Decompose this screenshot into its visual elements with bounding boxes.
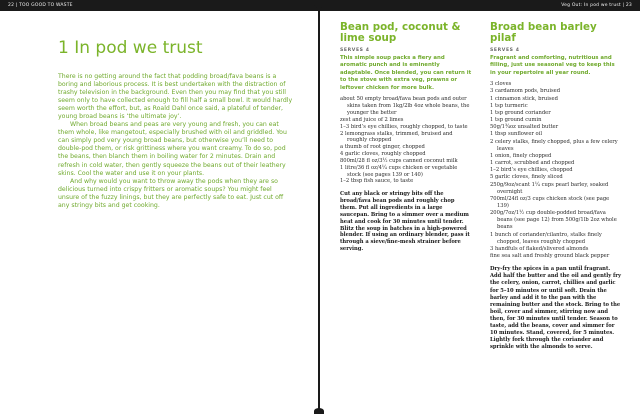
ingredient-item: 50g/1¾oz unsalted butter bbox=[490, 124, 559, 131]
ingredient-item: fine sea salt and freshly ground black pepper bbox=[490, 253, 610, 260]
ingredient-item: a thumb of root ginger, chopped bbox=[340, 144, 425, 151]
ingredient-item: 3 handfuls of flaked/slivered almonds bbox=[490, 245, 589, 252]
ingredient-item: 1 carrot, scrubbed and chopped bbox=[490, 160, 575, 167]
ingredient-item: 1 litre/36 fl oz/4¼ cups chicken or vegetable stock (see pages 139 or 140) bbox=[340, 164, 458, 178]
method-paragraph: Cut any black or stringy bits off the broad/fava bean pods and roughly chop them. Put all ingredients in a large saucepan. Bring to a simmer over a medium heat and cook for 30 minutes until tender. Blitz the soup in batches in a high-powered blender. If using an ordinary blender, pass it through a sieve/fine-mesh strainer before serving. bbox=[340, 191, 470, 253]
ingredient-item: 3 cloves bbox=[490, 81, 512, 88]
ingredient-item: 800ml/28 fl oz/3½ cups canned coconut milk bbox=[340, 157, 458, 164]
recipe-description: This simple soup packs a fiery and aromatic punch and is eminently adaptable. Once blended, you can return it to the stove with extra veg, prawns or leftover chicken for more bulk. bbox=[340, 54, 472, 91]
ingredient-item: 4 garlic cloves, roughly chopped bbox=[340, 151, 426, 158]
ingredient-item: 1 cinnamon stick, bruised bbox=[490, 95, 558, 102]
ingredient-item: 1–3 bird’s eye chillies, roughly chopped, to taste bbox=[340, 123, 468, 130]
chapter-title: 1 In pod we trust bbox=[58, 38, 203, 58]
left-running-header-text: 22 | TOO GOOD TO WASTE bbox=[8, 3, 73, 8]
chapter-intro bbox=[58, 73, 294, 210]
ingredient-item: 1–2 tbsp fish sauce, to taste bbox=[340, 178, 414, 185]
intro-paragraph: And why would you want to throw away the pods when they are so delicious turned into crispy fritters or aromatic soups? You might feel unsure of the fuzzy linings, but they are perfectly safe to eat. Just cut off any stringy bits and get cooking. bbox=[58, 177, 284, 209]
ingredient-item: 1 tsp turmeric bbox=[490, 102, 528, 109]
intro-paragraph: There is no getting around the fact that podding broad/fava beans is a boring and laborious process. It is best undertaken with the distraction of trashy television in the background. Even then you may find that you still seem only to have collected enough to fill half a small bowl. It would hardly seem worth the effort, but, as Roald Dahl once said, a plateful of tender, young broad beans is ‘the ultimate joy’. bbox=[58, 73, 293, 121]
serves-label: SERVES 4 bbox=[340, 47, 370, 53]
left-running-header bbox=[0, 0, 318, 11]
ingredient-item: 1 tbsp sunflower oil bbox=[490, 131, 542, 138]
ingredient-item: about 50 empty broad/fava bean pods and outer skins taken from 1kg/2lb 4oz whole beans, the younger the better bbox=[340, 96, 470, 116]
ingredient-list bbox=[490, 81, 622, 260]
intro-paragraph: When broad beans and peas are very young and fresh, you can eat them whole, like mangetout, especially brushed with oil and griddled. You can simply pod very young broad beans, but otherwise you’ll need to double-pod them, or risk grittiness where you want creamy. To do so, pod the beans, then blanch them in boiling water for 2 minutes. Drain and refresh in cold water, then gently squeeze the beans out of their leathery skins. Cool the water and use it on your plants. bbox=[58, 121, 287, 177]
recipe-title: Broad bean barley pilaf bbox=[490, 21, 597, 45]
recipe-method bbox=[340, 191, 472, 253]
method-paragraph: Dry-fry the spices in a pan until fragrant. Add half the butter and the oil and gently fry the celery, onion, carrot, chillies and garlic for 5–10 minutes or until soft. Drain the barley and add it to the pan with the remaining butter and the stock. Bring to the boil, cover and simmer, stirring now and then, for 30 minutes until tender. Season to taste, add the beans, cover and simmer for 10 minutes. Stand, covered, for 5 minutes. Lightly fork through the coriander and sprinkle with the almonds to serve. bbox=[490, 266, 622, 351]
ingredient-item: 250g/9oz/scant 1¼ cups pearl barley, soaked overnight bbox=[490, 181, 609, 195]
ingredient-item: 1 tsp ground coriander bbox=[490, 109, 551, 116]
recipe-title: Bean pod, coconut & lime soup bbox=[340, 21, 461, 45]
ingredient-item: 700ml/24fl oz/3 cups chicken stock (see page 139) bbox=[490, 195, 610, 209]
ingredient-item: 5 garlic cloves, finely sliced bbox=[490, 174, 563, 181]
serves-label: SERVES 4 bbox=[490, 47, 520, 53]
right-page-content bbox=[320, 0, 640, 414]
ingredient-item: 1 onion, finely chopped bbox=[490, 152, 552, 159]
ingredient-item: 3 cardamom pods, bruised bbox=[490, 88, 561, 95]
recipe-column-pilaf bbox=[490, 22, 622, 351]
ingredient-item: zest and juice of 2 limes bbox=[340, 116, 404, 123]
ingredient-item: 2 celery stalks, finely chopped, plus a few celery leaves bbox=[490, 138, 618, 152]
ingredient-item: 1–2 bird’s eye chillies, chopped bbox=[490, 167, 573, 174]
recipe-column-soup bbox=[340, 22, 472, 253]
recipe-description: Fragrant and comforting, nutritious and filling, just use seasonal veg to keep this in your repertoire all year round. bbox=[490, 54, 615, 76]
ingredient-item: 1 tsp ground cumin bbox=[490, 117, 542, 124]
ingredient-list bbox=[340, 96, 472, 185]
ingredient-item: 200g/7oz/1½ cup double-podded broad/fava beans (see page 12) from 500g/1lb 2oz whole beans bbox=[490, 210, 617, 231]
right-running-header-text: Veg Out: In pod we trust | 23 bbox=[561, 3, 632, 8]
ingredient-item: 1 bunch of coriander/cilantro, stalks finely chopped, leaves roughly chopped bbox=[490, 231, 602, 245]
ingredient-item: 2 lemongrass stalks, trimmed, bruised and roughly chopped bbox=[340, 130, 453, 144]
recipe-method bbox=[490, 266, 622, 351]
